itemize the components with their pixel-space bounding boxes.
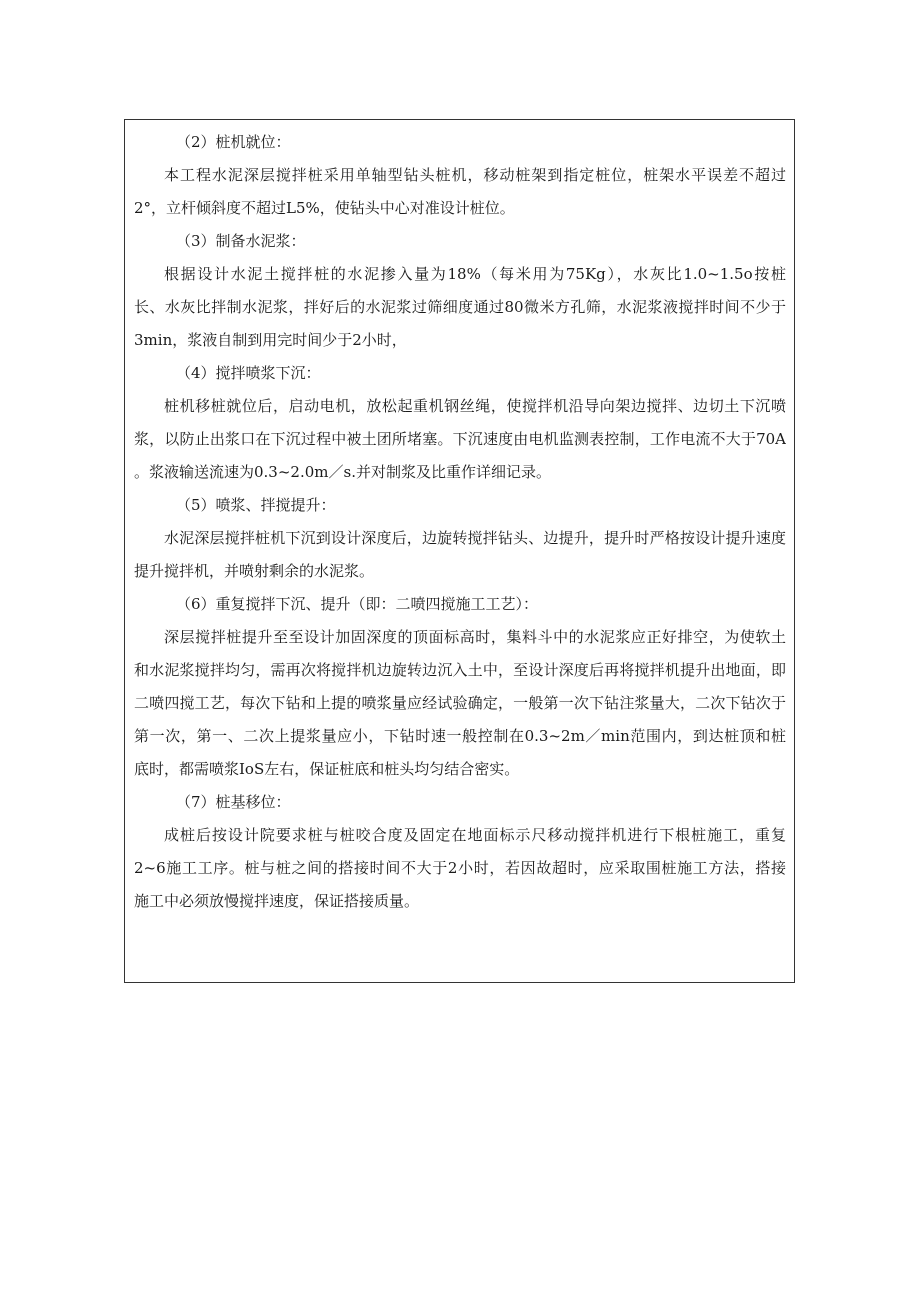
paragraph-line: 深层搅拌桩提升至至设计加固深度的顶面标高时，集料斗中的水泥浆应正好排空，为使软土 <box>164 628 786 646</box>
paragraph-line: 长、水灰比拌制水泥浆，拌好后的水泥浆过筛细度通过80微米方孔筛，水泥浆液搅拌时间不少于 <box>134 298 786 316</box>
paragraph-line: 本工程水泥深层搅拌桩采用单轴型钻头桩机，移动桩架到指定桩位，桩架水平误差不超过 <box>164 166 786 184</box>
document-body <box>134 130 786 913</box>
paragraph-line: 施工中必须放慢搅拌速度，保证搭接质量。 <box>134 892 420 910</box>
section-heading: （7）桩基移位： <box>176 793 291 811</box>
paragraph-line: 桩机移桩就位后，启动电机，放松起重机钢丝绳，使搅拌机沿导向架边搅拌、边切土下沉喷 <box>164 397 786 415</box>
paragraph-line: 浆，以防止出浆口在下沉过程中被土团所堵塞。下沉速度由电机监测表控制，工作电流不大于70A <box>134 430 786 448</box>
paragraph-line: 2~6施工工序。桩与桩之间的搭接时间不大于2小时，若因故超时，应采取围桩施工方法，搭接 <box>134 859 786 877</box>
paragraph-line: 2°，立杆倾斜度不超过L5%，使钻头中心对准设计桩位。 <box>134 199 515 217</box>
section-paragraph <box>134 625 786 781</box>
document-table-cell <box>124 119 795 983</box>
section-heading: （6）重复搅拌下沉、提升（即：二喷四搅施工工艺）： <box>176 595 539 613</box>
section-paragraph <box>134 394 786 484</box>
paragraph-line: 第一次，第一、二次上提浆量应小，下钻时速一般控制在0.3~2m／min范围内，到达桩顶和桩 <box>134 727 786 745</box>
section-heading: （5）喷浆、拌搅提升： <box>176 496 336 514</box>
section-heading: （2）桩机就位： <box>176 133 291 151</box>
paragraph-line: 3min，浆液自制到用完时间少于2小时， <box>134 331 407 349</box>
paragraph-line: 底时，都需喷浆IoS左右，保证桩底和桩头均匀结合密实。 <box>134 760 520 778</box>
section-heading: （3）制备水泥浆： <box>176 232 306 250</box>
paragraph-line: 水泥深层搅拌桩机下沉到设计深度后，边旋转搅拌钻头、边提升，提升时严格按设计提升速度 <box>164 529 786 547</box>
section-paragraph <box>134 163 786 220</box>
section-heading: （4）搅拌喷浆下沉： <box>176 364 321 382</box>
section-paragraph <box>134 823 786 913</box>
paragraph-line: 提升搅拌机，并喷射剩余的水泥浆。 <box>134 562 375 580</box>
paragraph-line: 。浆液输送流速为0.3~2.0m／s.并对制浆及比重作详细记录。 <box>134 463 551 481</box>
paragraph-line: 二喷四搅工艺，每次下钻和上提的喷浆量应经试验确定，一般第一次下钻注浆量大，二次下钻次于 <box>134 694 786 712</box>
section-paragraph <box>134 526 786 583</box>
paragraph-line: 和水泥浆搅拌均匀，需再次将搅拌机边旋转边沉入土中，至设计深度后再将搅拌机提升出地面，即 <box>134 661 786 679</box>
section-paragraph <box>134 262 786 352</box>
paragraph-line: 成桩后按设计院要求桩与桩咬合度及固定在地面标示尺移动搅拌机进行下根桩施工，重复 <box>164 826 786 844</box>
paragraph-line: 根据设计水泥土搅拌桩的水泥掺入量为18%（每米用为75Kg），水灰比1.0~1.5o按桩 <box>164 265 786 283</box>
